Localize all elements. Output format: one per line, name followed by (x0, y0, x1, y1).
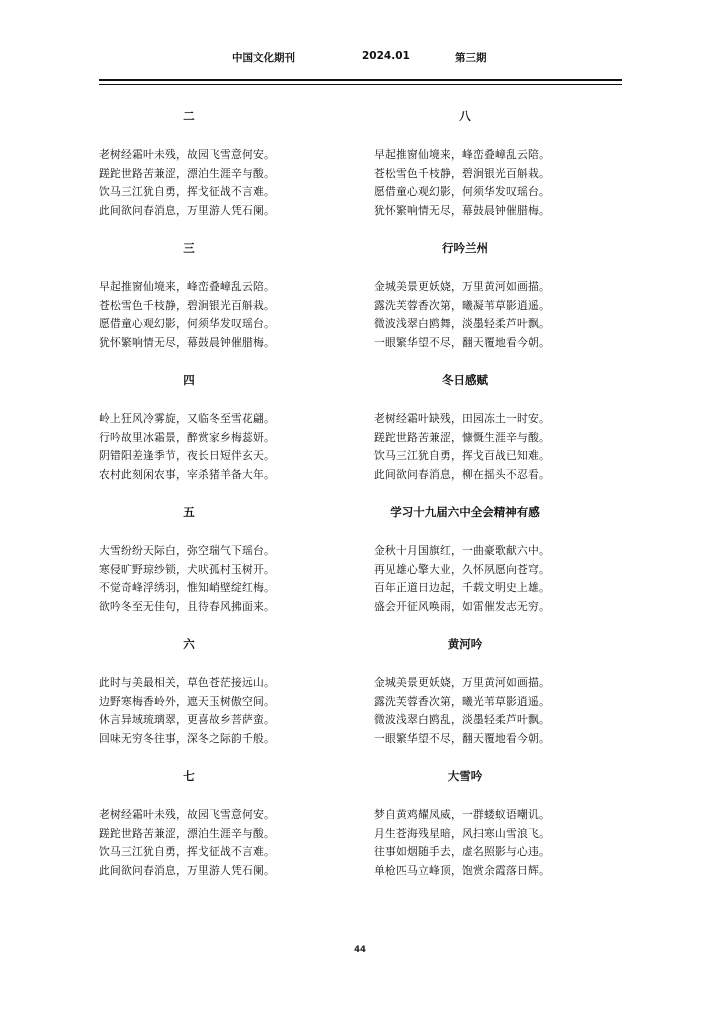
poem-title: 七 (183, 769, 195, 783)
poem-line: 老树经霜叶未残，故园飞雪意何安。 (99, 148, 275, 161)
poem-line: 苍松雪色千枝静，碧涧银光百斛栽。 (99, 298, 275, 312)
poem (374, 636, 604, 768)
poem (374, 768, 604, 900)
poem-line: 一眼繁华望不尽，翻天覆地看今朝。 (374, 731, 550, 745)
left-column (99, 108, 329, 900)
poem-line: 犹怀繁响情无尽，幕鼓晨钟催腊梅。 (374, 203, 550, 217)
poem-title: 行吟兰州 (442, 241, 488, 255)
poem-line: 此间欲问春消息，柳在摇头不忍看。 (374, 467, 550, 481)
poem-title: 学习十九届六中全会精神有感 (390, 505, 540, 519)
poem-line: 饮马三江犹自勇，挥戈征战不言难。 (99, 185, 275, 198)
issue-number: 第三期 (455, 52, 487, 64)
poem-line: 岭上狂风冷雾旋，又临冬至雪花翩。 (99, 412, 275, 425)
poem-line: 饮马三江犹自勇，挥戈百战已知难。 (374, 449, 550, 462)
poem-line: 金城美景更妖娆，万里黄河如画描。 (374, 280, 550, 293)
poem-line: 边野寒梅香岭外，遮天玉树傲空间。 (99, 694, 275, 708)
poem-line: 愿借童心观幻影，何须华发叹瑶台。 (99, 317, 275, 330)
poem (99, 768, 329, 900)
poem-line: 月生苍海残星暗，风扫寒山雪浪飞。 (374, 826, 550, 840)
poem-line: 行吟故里冰霜景，醉赏家乡梅蕊妍。 (99, 430, 275, 444)
poem-line: 大雪纷纷天际白，弥空瑞气下瑶台。 (99, 544, 275, 557)
poem-line: 百年正道日边起，千载文明史上雄。 (374, 581, 550, 594)
poem (374, 240, 604, 372)
poem-title: 六 (183, 637, 195, 651)
poem-line: 愿借童心观幻影，何须华发叹瑶台。 (374, 185, 550, 198)
poem-line: 蹉跎世路苦兼涩，漂泊生涯辛与酸。 (99, 826, 275, 840)
poem-line: 老树经霜叶未残，故园飞雪意何安。 (99, 808, 275, 821)
poem-title: 三 (183, 241, 195, 255)
poem-line: 阴错阳差逢季节，夜长日短伴玄天。 (99, 449, 275, 462)
header-rule-thin (99, 84, 622, 85)
right-column (374, 108, 604, 900)
poem-line: 老树经霜叶缺残，田园冻土一时安。 (374, 412, 550, 425)
header-rule-thick (99, 79, 622, 81)
poem-title: 冬日感赋 (442, 373, 488, 387)
poem-line: 寒侵旷野琼纱锁，犬吠孤村玉树开。 (99, 562, 275, 576)
poem-line: 金城美景更妖娆，万里黄河如画描。 (374, 676, 550, 689)
poem-line: 苍松雪色千枝静，碧涧银光百斛栽。 (374, 166, 550, 180)
poem (374, 372, 604, 504)
poem-line: 盛会开征风唤雨，如雷催发志无穷。 (374, 599, 550, 613)
poem-line: 犹怀繁响情无尽，幕鼓晨钟催腊梅。 (99, 335, 275, 349)
poem-line: 往事如烟随手去，虚名照影与心违。 (374, 845, 550, 858)
poem (374, 108, 604, 240)
poem-line: 此间欲问春消息，万里游人凭石阑。 (99, 863, 275, 877)
poem-line: 休言异域琉璃翠，更喜故乡菩萨蛮。 (99, 713, 275, 726)
poem-title: 二 (183, 109, 195, 123)
poem-line: 农村此刻闲农事，宰杀猪羊备大年。 (99, 467, 275, 481)
poem (99, 504, 329, 636)
poem-line: 梦自黄鸡耀凤威，一群蝼蚁语嘲讥。 (374, 808, 550, 821)
poem-line: 一眼繁华望不尽，翻天覆地看今朝。 (374, 335, 550, 349)
page-number: 44 (354, 945, 366, 955)
poem-line: 微波浅翠白鸥乱，淡墨轻柔芦叶飘。 (374, 713, 550, 726)
poem-line: 再见雄心擎大业，久怀夙愿向苍穹。 (374, 562, 550, 576)
poem-line: 金秋十月国旗红，一曲豪歌献六中。 (374, 544, 550, 557)
poem-title: 四 (183, 373, 195, 387)
poem-line: 早起推窗仙境来，峰峦叠嶂乱云陪。 (99, 280, 275, 293)
poem-line: 此间欲问春消息，万里游人凭石阑。 (99, 203, 275, 217)
poem-line: 单枪匹马立峰顶，饱赏余霞落日辉。 (374, 863, 550, 877)
poem (374, 504, 604, 636)
poem-title: 八 (459, 109, 471, 123)
poem-line: 欲吟冬至无佳句，且待春风拂面来。 (99, 599, 275, 613)
poem-line: 微波浅翠白鸥舞，淡墨轻柔芦叶飘。 (374, 317, 550, 330)
poem-line: 回味无穷冬往事，深冬之际韵千般。 (99, 731, 275, 745)
page-header (0, 50, 720, 70)
poem (99, 240, 329, 372)
journal-title: 中国文化期刊 (232, 52, 295, 64)
poem-title: 黄河吟 (447, 637, 483, 651)
poem (99, 636, 329, 768)
poem-line: 饮马三江犹自勇，挥戈征战不言难。 (99, 845, 275, 858)
poem-line: 不觉奇峰浮绣羽，惟知峭壁绽红梅。 (99, 581, 275, 594)
poem (99, 372, 329, 504)
poem-line: 此时与美最相关，草色苍茫接远山。 (99, 676, 275, 689)
poem-line: 蹉跎世路苦兼涩，漂泊生涯辛与酸。 (99, 166, 275, 180)
poem-line: 蹉跎世路苦兼涩，慷慨生涯辛与酸。 (374, 430, 550, 444)
poem-line: 早起推窗仙境来，峰峦叠嶂乱云陪。 (374, 148, 550, 161)
poem (99, 108, 329, 240)
poem-title: 大雪吟 (447, 769, 483, 783)
poem-line: 露洗芙蓉香次第，曦凝苇草影逍遥。 (374, 298, 550, 312)
poem-title: 五 (183, 505, 195, 519)
issue-date: 2024.01 (362, 50, 410, 62)
poem-line: 露洗芙蓉香次第，曦光苇草影逍遥。 (374, 694, 550, 708)
